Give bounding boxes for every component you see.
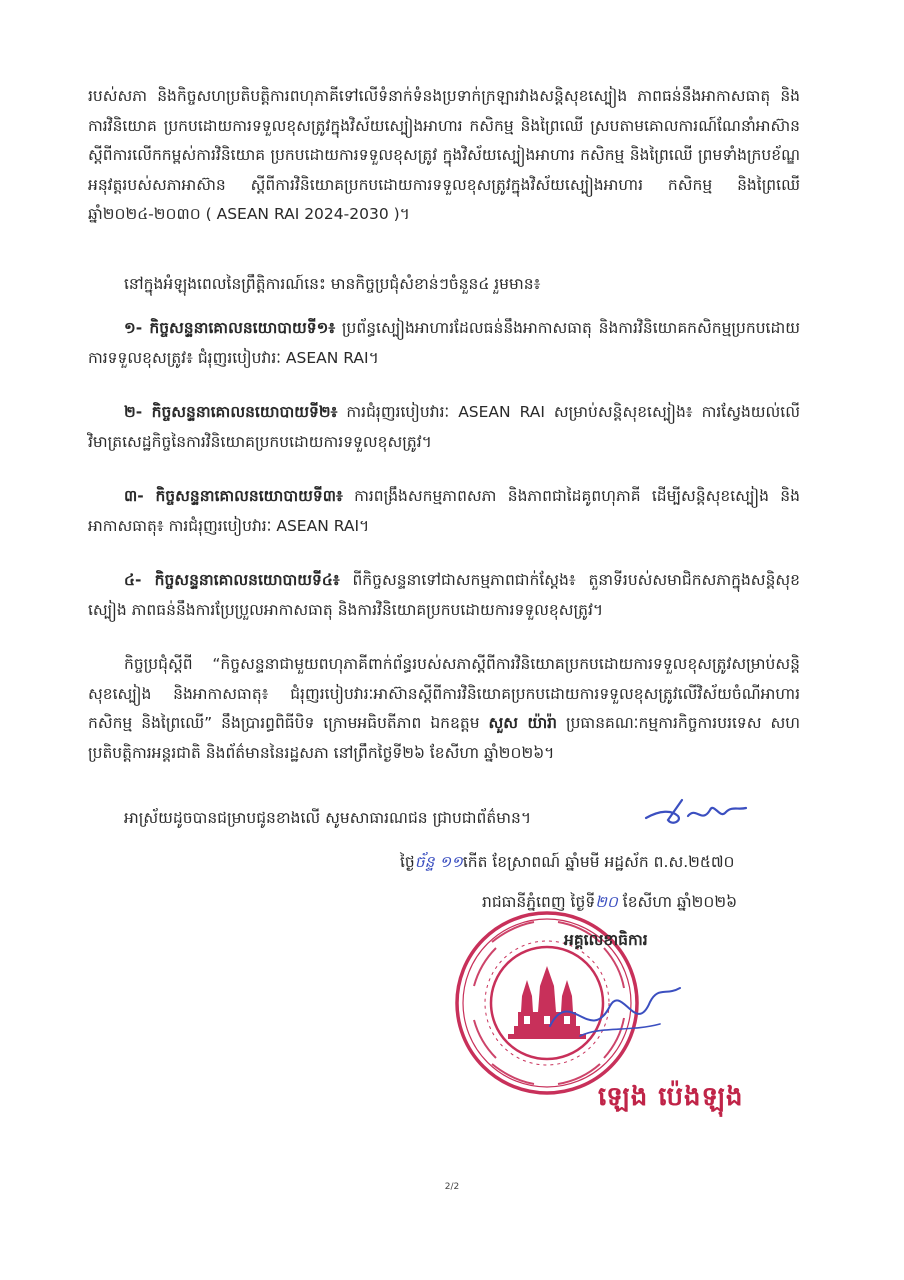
signatory-name: [598, 1080, 744, 1118]
lunar-date-handwritten: ច័ន្ទ ១១: [414, 853, 463, 871]
initials-icon: [642, 796, 752, 832]
intro-text: របស់សភា និងកិច្ចសហប្រតិបត្តិការពហុភាគីទៅលើទំនាក់ទំនងប្រទាក់ក្រឡារវាងសន្តិសុខស្បៀង ភាពធន់នឹងអាកាសធាតុ និងការវិនិយោគ ប្រកបដោយការទទួលខុសត្រូវក្នុងវិស័យស្បៀងអាហារ កសិកម្ម និងព្រៃឈើ ស្របតាមគោលការណ៍ណែនាំអាស៊ាន ស្តីពីការលើកកម្ពស់ការវិនិយោគ ប្រកបដោយការទទួលខុសត្រូវ ក្នុងវិស័យស្បៀងអាហារ កសិកម្ម និងព្រៃឈើ ព្រមទាំងក្របខ័ណ្ឌអនុវត្តរបស់សភាអាស៊ាន ស្តីពីការវិនិយោគប្រកបដោយការទទួលខុសត្រូវក្នុងវិស័យស្បៀងអាហារ កសិកម្ម និងព្រៃឈើ ឆ្នាំ២០២៤-២០៣០ ( ASEAN RAI 2024-2030 )។: [88, 87, 800, 223]
place-date-rest: ខែសីហា ឆ្នាំ២០២៦: [617, 893, 738, 911]
signatory-name-text: ឡេង ប៉េងឡុង: [598, 1082, 744, 1112]
session-1: [88, 314, 800, 373]
notice-line: [124, 804, 531, 833]
handwritten-signature-icon: [540, 966, 690, 1056]
lunar-date-prefix: ថ្ងៃ: [400, 853, 415, 871]
page-number: [0, 1182, 904, 1192]
session-1-heading: ១- កិច្ចសន្ទនាគោលនយោបាយទី១៖: [124, 319, 336, 337]
lunar-date-rest: កើត ខែស្រាពណ៍ ឆ្នាំមមី អដ្ឋស័ក ព.ស.២៥៧០: [462, 853, 735, 871]
place-date-prefix: រាជធានីភ្នំពេញ ថ្ងៃទី: [482, 893, 596, 911]
lunar-date-line: [400, 848, 735, 877]
session-2: [88, 398, 800, 457]
session-2-heading: ២- កិច្ចសន្ទនាគោលនយោបាយទី២៖: [124, 403, 338, 421]
closing-text-a: កិច្ចប្រជុំស្តីពី “កិច្ចសន្ទនាជាមួយពហុភាគីពាក់ព័ន្ធរបស់សភាស្តីពីការវិនិយោគប្រកបដោយការទទួលខុសត្រូវសម្រាប់សន្តិសុខស្បៀង និងអាកាសធាតុ៖ ជំរុញរបៀបវារៈអាស៊ានស្តីពីការវិនិយោគប្រកបដោយការទទួលខុសត្រូវលើវិស័យចំណីអាហារ កសិកម្ម និងព្រៃឈើ” នឹងប្រារព្ធពិធីបិទ ក្រោមអធិបតីភាព ឯកឧត្តម: [88, 655, 800, 732]
session-3: [88, 482, 800, 541]
session-4: [88, 566, 800, 625]
session-4-body: ពីកិច្ចសន្ទនាទៅជាសកម្មភាពជាក់ស្តែង៖ តួនាទីរបស់សមាជិកសភាក្នុងសន្តិសុខស្បៀង ភាពធន់នឹងការប្រែប្រួលអាកាសធាតុ និងការវិនិយោគប្រកបដោយការទទួលខុសត្រូវ។: [88, 571, 800, 619]
session-4-heading: ៤- កិច្ចសន្ទនាគោលនយោបាយទី៤៖: [124, 571, 340, 589]
session-3-body: ការពង្រឹងសកម្មភាពសភា និងភាពជាដៃគូពហុភាគី ដើម្បីសន្តិសុខស្បៀង និងអាកាសធាតុ៖ ការជំរុញរបៀបវារៈ ASEAN RAI។: [88, 487, 800, 535]
chair-name: សួស យ៉ារ៉ា: [488, 714, 557, 732]
signatory-title-text: អគ្គលេខាធិការ: [564, 931, 648, 949]
closing-paragraph: [88, 650, 800, 768]
signatory-title: [564, 926, 648, 955]
day-handwritten: ២០: [595, 893, 618, 911]
session-1-body: ប្រព័ន្ធស្បៀងអាហារដែលធន់នឹងអាកាសធាតុ និងការវិនិយោគកសិកម្មប្រកបដោយការទទួលខុសត្រូវ៖ ជំរុញរបៀបវារៈ ASEAN RAI។: [88, 319, 800, 367]
summary-text: នៅក្នុងអំឡុងពេលនៃព្រឹត្តិការណ៍នេះ មានកិច្ចប្រជុំសំខាន់ៗចំនួន៤ រួមមាន៖: [124, 275, 541, 293]
session-3-heading: ៣- កិច្ចសន្ទនាគោលនយោបាយទី៣៖: [124, 487, 343, 505]
intro-paragraph: [88, 82, 800, 230]
closing-text-b: ប្រធានគណៈកម្មការកិច្ចការបរទេស សហប្រតិបត្តិការអន្តរជាតិ និងព័ត៌មាននៃរដ្ឋសភា នៅព្រឹកថ្ងៃទី២៦ ខែសីហា ឆ្នាំ២០២៦។: [88, 714, 800, 762]
summary-paragraph: [88, 270, 800, 300]
notice-text: អាស្រ័យដូចបានជម្រាបជូនខាងលើ សូមសាធារណជន ជ្រាបជាព័ត៌មាន។: [124, 809, 532, 827]
session-2-body: ការជំរុញរបៀបវារៈ ASEAN RAI សម្រាប់សន្តិសុខស្បៀង៖ ការស្វែងយល់លើវិមាត្រសេដ្ឋកិច្ចនៃការវិនិយោគប្រកបដោយការទទួលខុសត្រូវ។: [88, 403, 800, 451]
page-number-text: 2/2: [444, 1182, 460, 1192]
